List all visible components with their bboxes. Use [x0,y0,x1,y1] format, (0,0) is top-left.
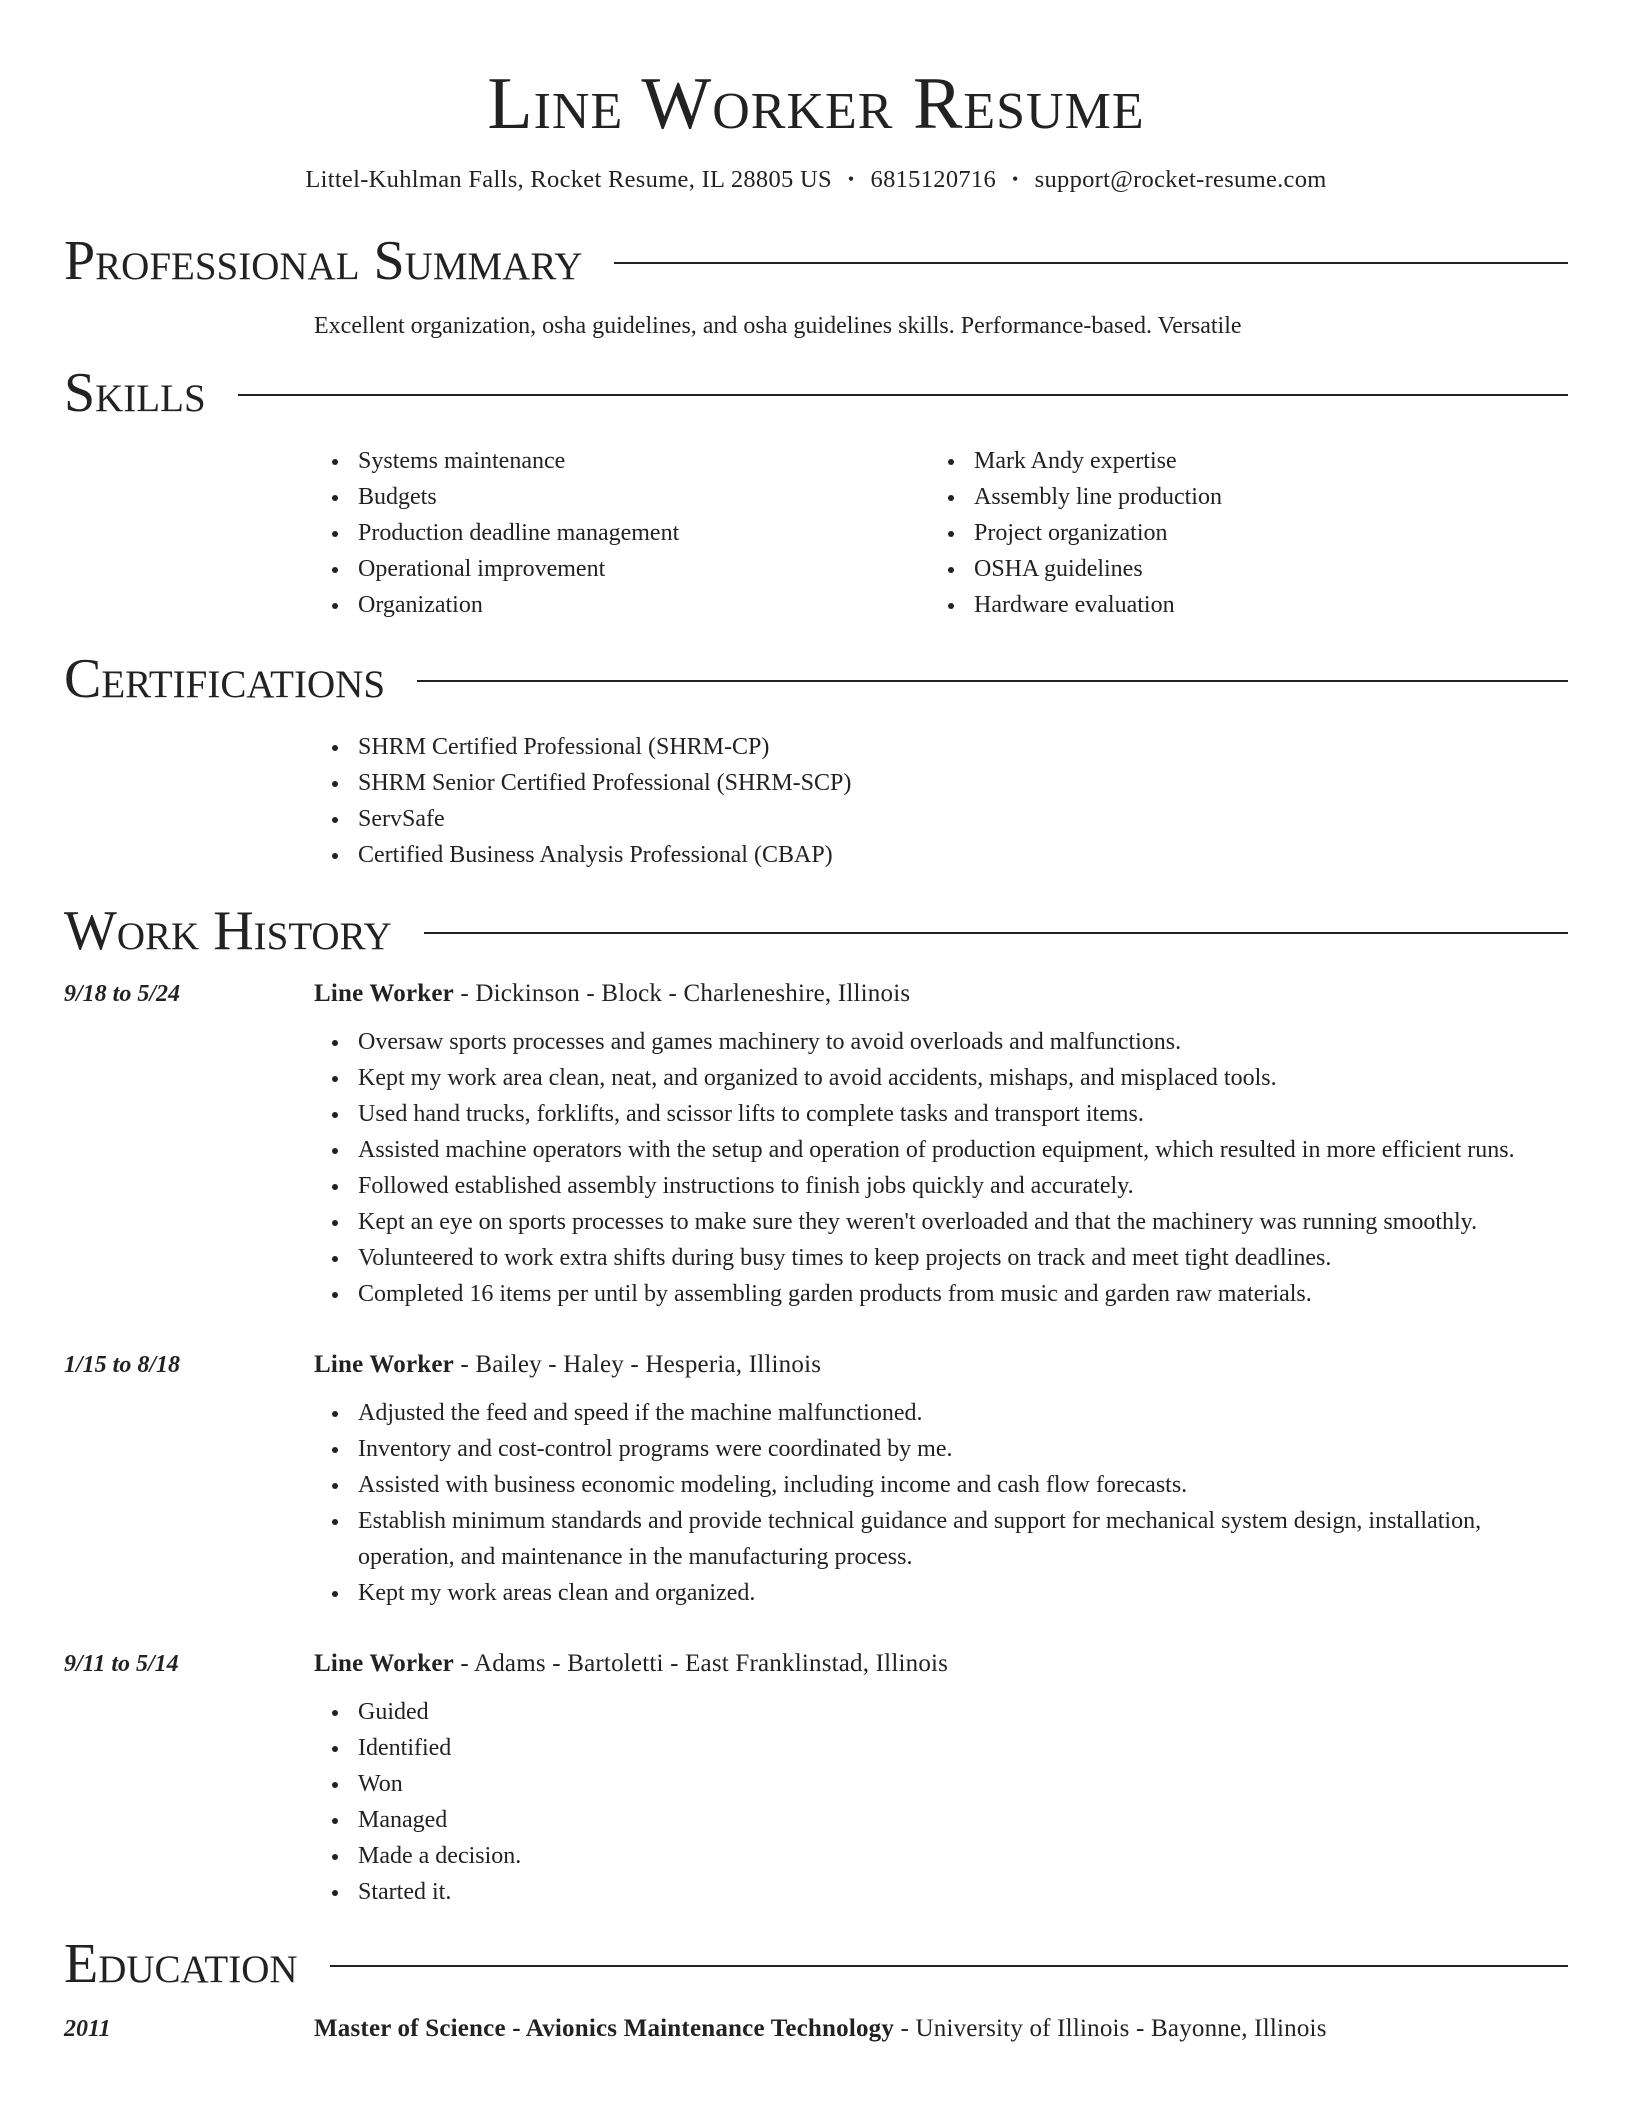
job-bullet: Used hand trucks, forklifts, and scissor lifts to complete tasks and transport items. [358,1096,1568,1132]
summary-heading: Professional Summary [64,230,583,292]
certification-item: ServSafe [358,801,1568,837]
skills-list [314,443,1568,623]
education-body [314,2012,1568,2046]
skill-item: Operational improvement [358,551,930,587]
job-dates: 1/15 to 8/18 [64,1352,181,1378]
education-degree: Master of Science - Avionics Maintenance Technology [314,2015,895,2042]
skill-item: Mark Andy expertise [974,443,1546,479]
job-body [314,977,1568,1312]
job-bullets [314,1694,1568,1910]
skills-column-left [314,443,930,623]
job-bullet: Won [358,1766,1568,1802]
job-bullet: Made a decision. [358,1838,1568,1874]
job-bullet: Kept an eye on sports processes to make sure they weren't overloaded and that the machinery was running smoothly. [358,1204,1568,1240]
job-bullet: Identified [358,1730,1568,1766]
skills-heading: Skills [64,362,206,424]
skills-column-right [930,443,1546,623]
section-divider [417,680,1568,682]
job-bullet: Assisted with business economic modeling, including income and cash flow forecasts. [358,1467,1568,1503]
education-school: - University of Illinois - Bayonne, Illinois [894,2015,1327,2042]
skills-section-header [64,361,1568,425]
job-bullet: Oversaw sports processes and games machinery to avoid overloads and malfunctions. [358,1024,1568,1060]
job-bullets [314,1395,1568,1611]
job-bullets [314,1024,1568,1312]
contact-email: support@rocket-resume.com [1034,166,1327,193]
skill-item: Project organization [974,515,1546,551]
job-body [314,1647,1568,1910]
certifications-heading: Certifications [64,648,386,710]
contact-address: Littel-Kuhlman Falls, Rocket Resume, IL 28805 US [305,166,832,193]
skill-item: Systems maintenance [358,443,930,479]
job-bullet: Inventory and cost-control programs were coordinated by me. [358,1431,1568,1467]
section-divider [424,932,1568,934]
job-bullet: Assisted machine operators with the setup and operation of production equipment, which resulted in more efficient runs. [358,1132,1568,1168]
job-bullet: Adjusted the feed and speed if the machine malfunctioned. [358,1395,1568,1431]
certification-item: SHRM Certified Professional (SHRM-CP) [358,729,1568,765]
education-heading: Education [64,1933,298,1995]
skill-item: Organization [358,587,930,623]
job-title: Line Worker [314,1650,454,1677]
job-title-line [314,977,1568,1011]
job-dates: 9/18 to 5/24 [64,981,181,1007]
education-line [314,2012,1568,2046]
job-entry [64,1647,1568,1910]
job-bullet: Started it. [358,1874,1568,1910]
section-divider [330,1965,1568,1967]
skill-item: OSHA guidelines [974,551,1546,587]
job-dates: 9/11 to 5/14 [64,1651,179,1677]
job-bullet: Followed established assembly instructions to finish jobs quickly and accurately. [358,1168,1568,1204]
job-entry [64,977,1568,1312]
job-bullet: Guided [358,1694,1568,1730]
certifications-list [314,729,1568,873]
job-title: Line Worker [314,1351,454,1378]
job-bullet: Kept my work area clean, neat, and organized to avoid accidents, mishaps, and misplaced tools. [358,1060,1568,1096]
job-bullet: Establish minimum standards and provide technical guidance and support for mechanical system design, installation, operation, and maintenance in the manufacturing process. [358,1503,1568,1575]
job-body [314,1348,1568,1611]
work-history-heading: Work History [64,900,392,962]
job-bullet: Kept my work areas clean and organized. [358,1575,1568,1611]
certification-item: SHRM Senior Certified Professional (SHRM-SCP) [358,765,1568,801]
education-entry [64,2012,1568,2046]
summary-text: Excellent organization, osha guidelines, and osha guidelines skills. Performance-based. Versatile [314,313,1242,339]
education-year: 2011 [64,2016,111,2042]
education-section-header [64,1932,1568,1996]
job-title: Line Worker [314,980,454,1007]
job-title-line [314,1348,1568,1382]
contact-line [64,164,1568,195]
job-bullet: Managed [358,1802,1568,1838]
job-entry [64,1348,1568,1611]
work-history-section-header [64,899,1568,963]
skill-item: Production deadline management [358,515,930,551]
contact-separator: • [1012,169,1019,189]
job-bullet: Volunteered to work extra shifts during busy times to keep projects on track and meet tight deadlines. [358,1240,1568,1276]
job-title-line [314,1647,1568,1681]
job-employer: - Adams - Bartoletti - East Franklinstad, Illinois [453,1650,949,1677]
contact-phone: 6815120716 [870,166,997,193]
certifications-section-header [64,647,1568,711]
job-employer: - Dickinson - Block - Charleneshire, Illinois [453,980,911,1007]
section-divider [238,394,1568,396]
job-employer: - Bailey - Haley - Hesperia, Illinois [453,1351,822,1378]
contact-separator: • [847,169,855,189]
section-divider [614,262,1568,264]
skill-item: Budgets [358,479,930,515]
certification-item: Certified Business Analysis Professional (CBAP) [358,837,1568,873]
summary-section-header [64,229,1568,293]
skill-item: Hardware evaluation [974,587,1546,623]
resume-title: Line Worker Resume [487,63,1145,145]
skill-item: Assembly line production [974,479,1546,515]
job-bullet: Completed 16 items per until by assembling garden products from music and garden raw materials. [358,1276,1568,1312]
